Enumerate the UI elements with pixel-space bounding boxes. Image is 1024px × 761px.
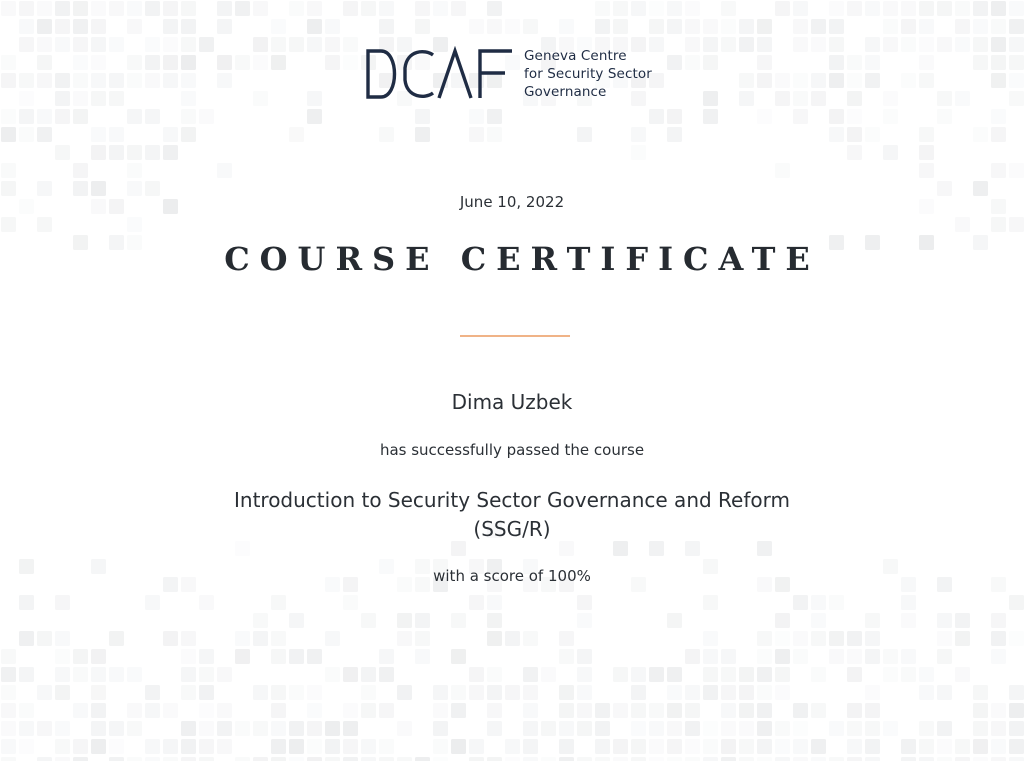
certificate-date: June 10, 2022 [459, 193, 565, 211]
logo-text [524, 47, 652, 101]
score-statement: with a score of 100% [433, 567, 591, 585]
passed-statement: has successfully passed the course [379, 441, 645, 459]
course-name [0, 486, 1024, 544]
logo-text-line-2: for Security Sector [524, 66, 652, 82]
course-name-line-2: (SSG/R) [473, 517, 551, 541]
dcaf-logo-mark [365, 46, 515, 102]
logo-text-line-1: Geneva Centre [524, 48, 627, 64]
dcaf-logo [365, 46, 652, 102]
course-name-line-1: Introduction to Security Sector Governance and Reform [234, 488, 790, 512]
logo-text-line-3: Governance [524, 84, 607, 100]
recipient-name: Dima Uzbek [451, 390, 573, 414]
accent-divider [460, 335, 570, 337]
certificate-title: COURSE CERTIFICATE [224, 240, 820, 278]
